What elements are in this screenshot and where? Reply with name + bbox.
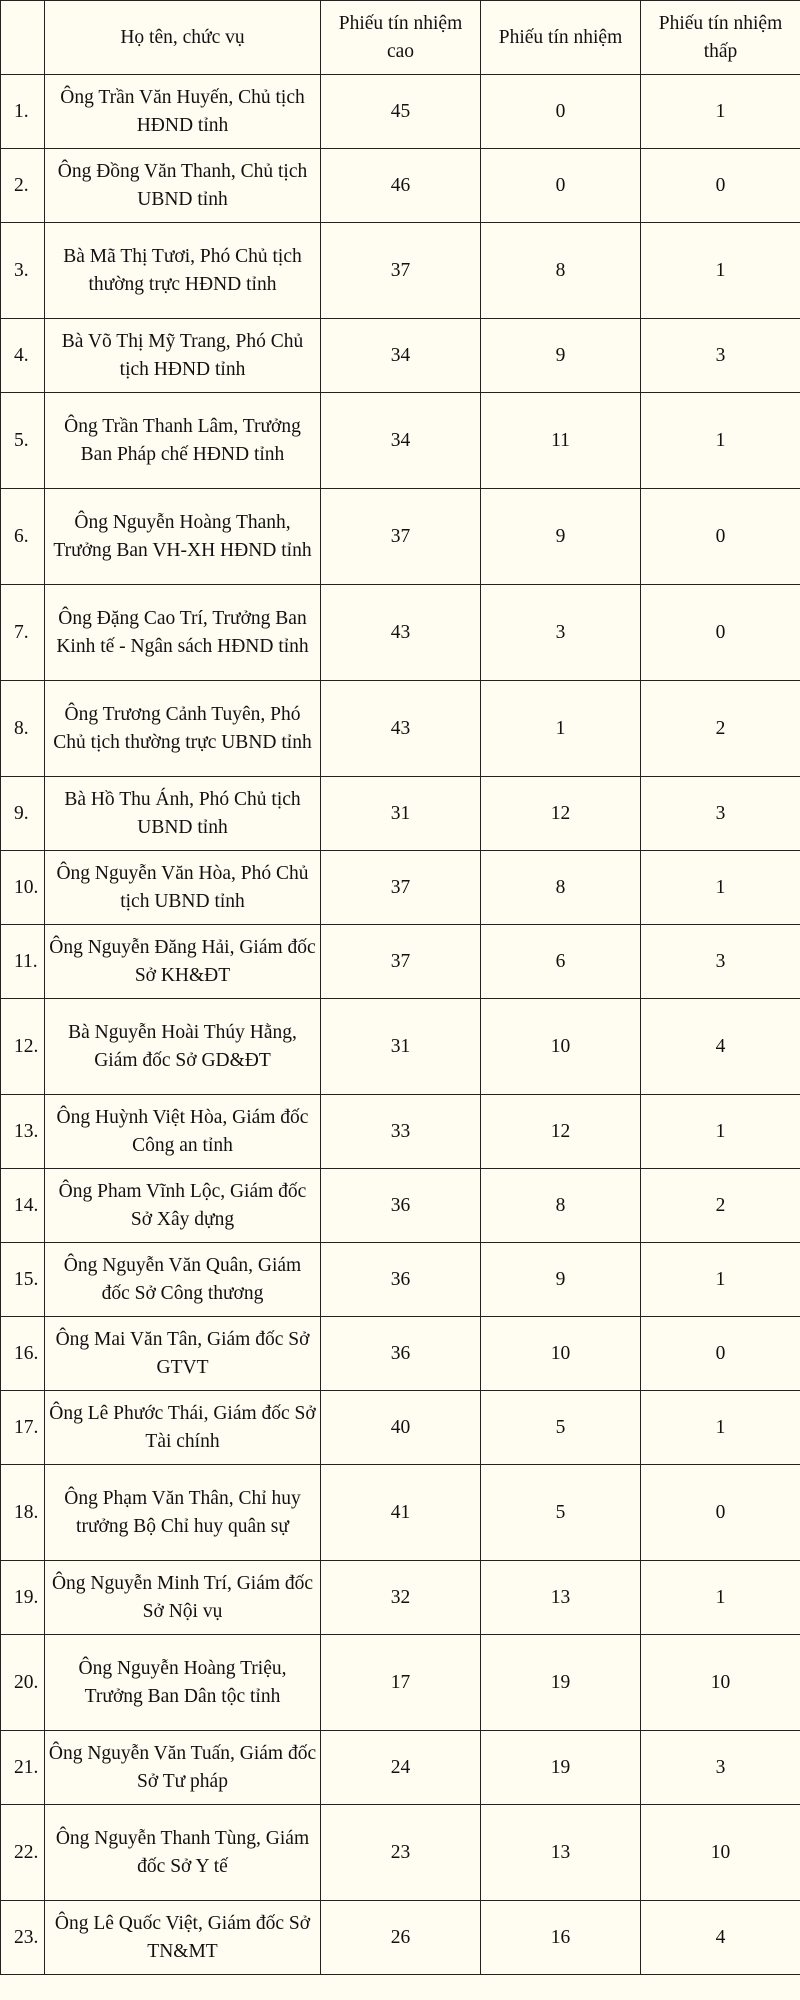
row-number: 13.	[1, 1095, 45, 1169]
confidence-votes: 1	[481, 681, 641, 777]
official-name: Ông Trần Văn Huyến, Chủ tịch HĐND tỉnh	[45, 75, 321, 149]
table-row	[1, 1169, 800, 1243]
low-confidence-votes: 0	[641, 149, 800, 223]
confidence-votes: 16	[481, 1901, 641, 1975]
confidence-votes: 9	[481, 319, 641, 393]
row-number: 15.	[1, 1243, 45, 1317]
low-confidence-votes: 3	[641, 319, 800, 393]
low-confidence-votes: 1	[641, 1095, 800, 1169]
official-name: Bà Nguyễn Hoài Thúy Hằng, Giám đốc Sở GD&ĐT	[45, 999, 321, 1095]
official-name: Ông Trương Cảnh Tuyên, Phó Chủ tịch thường trực UBND tỉnh	[45, 681, 321, 777]
high-confidence-votes: 17	[321, 1635, 481, 1731]
high-confidence-votes: 36	[321, 1317, 481, 1391]
row-number: 22.	[1, 1805, 45, 1901]
table-row	[1, 1391, 800, 1465]
high-confidence-votes: 37	[321, 851, 481, 925]
table-row	[1, 1095, 800, 1169]
official-name: Ông Nguyễn Văn Hòa, Phó Chủ tịch UBND tỉnh	[45, 851, 321, 925]
low-confidence-votes: 1	[641, 1391, 800, 1465]
table-row	[1, 75, 800, 149]
confidence-votes: 6	[481, 925, 641, 999]
row-number: 12.	[1, 999, 45, 1095]
official-name: Ông Lê Phước Thái, Giám đốc Sở Tài chính	[45, 1391, 321, 1465]
official-name: Bà Hồ Thu Ánh, Phó Chủ tịch UBND tỉnh	[45, 777, 321, 851]
table-row	[1, 1243, 800, 1317]
row-number: 23.	[1, 1901, 45, 1975]
confidence-votes: 3	[481, 585, 641, 681]
high-confidence-votes: 23	[321, 1805, 481, 1901]
header-low-confidence: Phiếu tín nhiệm thấp	[641, 1, 800, 75]
row-number: 20.	[1, 1635, 45, 1731]
row-number: 10.	[1, 851, 45, 925]
row-number: 6.	[1, 489, 45, 585]
low-confidence-votes: 3	[641, 1731, 800, 1805]
high-confidence-votes: 37	[321, 489, 481, 585]
official-name: Ông Lê Quốc Việt, Giám đốc Sở TN&MT	[45, 1901, 321, 1975]
official-name: Ông Trần Thanh Lâm, Trưởng Ban Pháp chế HĐND tỉnh	[45, 393, 321, 489]
table-row	[1, 1901, 800, 1975]
row-number: 3.	[1, 223, 45, 319]
confidence-votes: 5	[481, 1391, 641, 1465]
official-name: Ông Đặng Cao Trí, Trưởng Ban Kinh tế - Ngân sách HĐND tỉnh	[45, 585, 321, 681]
high-confidence-votes: 37	[321, 223, 481, 319]
high-confidence-votes: 24	[321, 1731, 481, 1805]
low-confidence-votes: 1	[641, 1243, 800, 1317]
confidence-votes: 11	[481, 393, 641, 489]
confidence-votes: 10	[481, 999, 641, 1095]
table-row	[1, 1465, 800, 1561]
confidence-votes: 8	[481, 851, 641, 925]
high-confidence-votes: 43	[321, 681, 481, 777]
high-confidence-votes: 26	[321, 1901, 481, 1975]
low-confidence-votes: 4	[641, 1901, 800, 1975]
low-confidence-votes: 10	[641, 1635, 800, 1731]
header-stt	[1, 1, 45, 75]
row-number: 1.	[1, 75, 45, 149]
official-name: Ông Nguyễn Hoàng Thanh, Trưởng Ban VH-XH HĐND tỉnh	[45, 489, 321, 585]
header-name: Họ tên, chức vụ	[45, 1, 321, 75]
table-row	[1, 1317, 800, 1391]
high-confidence-votes: 33	[321, 1095, 481, 1169]
confidence-votes: 12	[481, 1095, 641, 1169]
official-name: Ông Phạm Văn Thân, Chỉ huy trưởng Bộ Chỉ huy quân sự	[45, 1465, 321, 1561]
row-number: 8.	[1, 681, 45, 777]
low-confidence-votes: 10	[641, 1805, 800, 1901]
row-number: 2.	[1, 149, 45, 223]
high-confidence-votes: 40	[321, 1391, 481, 1465]
high-confidence-votes: 45	[321, 75, 481, 149]
confidence-votes: 9	[481, 1243, 641, 1317]
high-confidence-votes: 37	[321, 925, 481, 999]
table-row	[1, 851, 800, 925]
high-confidence-votes: 36	[321, 1243, 481, 1317]
row-number: 19.	[1, 1561, 45, 1635]
high-confidence-votes: 31	[321, 777, 481, 851]
high-confidence-votes: 32	[321, 1561, 481, 1635]
confidence-votes: 9	[481, 489, 641, 585]
confidence-votes: 12	[481, 777, 641, 851]
confidence-votes: 0	[481, 149, 641, 223]
high-confidence-votes: 41	[321, 1465, 481, 1561]
row-number: 21.	[1, 1731, 45, 1805]
table-row	[1, 489, 800, 585]
confidence-votes: 0	[481, 75, 641, 149]
official-name: Ông Mai Văn Tân, Giám đốc Sở GTVT	[45, 1317, 321, 1391]
row-number: 17.	[1, 1391, 45, 1465]
confidence-votes: 5	[481, 1465, 641, 1561]
confidence-votes: 13	[481, 1561, 641, 1635]
confidence-votes: 13	[481, 1805, 641, 1901]
high-confidence-votes: 31	[321, 999, 481, 1095]
low-confidence-votes: 3	[641, 925, 800, 999]
low-confidence-votes: 4	[641, 999, 800, 1095]
high-confidence-votes: 43	[321, 585, 481, 681]
low-confidence-votes: 0	[641, 489, 800, 585]
low-confidence-votes: 0	[641, 1317, 800, 1391]
row-number: 4.	[1, 319, 45, 393]
high-confidence-votes: 46	[321, 149, 481, 223]
confidence-votes: 8	[481, 1169, 641, 1243]
header-high-confidence: Phiếu tín nhiệm cao	[321, 1, 481, 75]
official-name: Bà Mã Thị Tươi, Phó Chủ tịch thường trực HĐND tỉnh	[45, 223, 321, 319]
high-confidence-votes: 34	[321, 319, 481, 393]
confidence-votes: 19	[481, 1731, 641, 1805]
official-name: Ông Nguyễn Thanh Tùng, Giám đốc Sở Y tế	[45, 1805, 321, 1901]
confidence-votes: 19	[481, 1635, 641, 1731]
official-name: Ông Huỳnh Việt Hòa, Giám đốc Công an tỉnh	[45, 1095, 321, 1169]
confidence-votes: 8	[481, 223, 641, 319]
header-confidence: Phiếu tín nhiệm	[481, 1, 641, 75]
table-header-row	[1, 1, 800, 75]
high-confidence-votes: 34	[321, 393, 481, 489]
table-row	[1, 1731, 800, 1805]
low-confidence-votes: 1	[641, 75, 800, 149]
row-number: 7.	[1, 585, 45, 681]
table-row	[1, 223, 800, 319]
low-confidence-votes: 1	[641, 851, 800, 925]
official-name: Ông Pham Vĩnh Lộc, Giám đốc Sở Xây dựng	[45, 1169, 321, 1243]
table-row	[1, 925, 800, 999]
official-name: Ông Nguyễn Minh Trí, Giám đốc Sở Nội vụ	[45, 1561, 321, 1635]
official-name: Ông Nguyễn Văn Quân, Giám đốc Sở Công thương	[45, 1243, 321, 1317]
low-confidence-votes: 2	[641, 1169, 800, 1243]
table-row	[1, 1635, 800, 1731]
low-confidence-votes: 2	[641, 681, 800, 777]
official-name: Bà Võ Thị Mỹ Trang, Phó Chủ tịch HĐND tỉnh	[45, 319, 321, 393]
table-row	[1, 393, 800, 489]
high-confidence-votes: 36	[321, 1169, 481, 1243]
low-confidence-votes: 1	[641, 223, 800, 319]
confidence-votes: 10	[481, 1317, 641, 1391]
row-number: 9.	[1, 777, 45, 851]
official-name: Ông Đồng Văn Thanh, Chủ tịch UBND tỉnh	[45, 149, 321, 223]
low-confidence-votes: 0	[641, 585, 800, 681]
low-confidence-votes: 0	[641, 1465, 800, 1561]
official-name: Ông Nguyễn Hoàng Triệu, Trưởng Ban Dân tộc tỉnh	[45, 1635, 321, 1731]
official-name: Ông Nguyễn Văn Tuấn, Giám đốc Sở Tư pháp	[45, 1731, 321, 1805]
low-confidence-votes: 3	[641, 777, 800, 851]
table-row	[1, 1561, 800, 1635]
row-number: 16.	[1, 1317, 45, 1391]
table-row	[1, 319, 800, 393]
table-row	[1, 1805, 800, 1901]
low-confidence-votes: 1	[641, 393, 800, 489]
table-row	[1, 585, 800, 681]
table-row	[1, 777, 800, 851]
row-number: 11.	[1, 925, 45, 999]
table-row	[1, 149, 800, 223]
row-number: 14.	[1, 1169, 45, 1243]
low-confidence-votes: 1	[641, 1561, 800, 1635]
row-number: 18.	[1, 1465, 45, 1561]
row-number: 5.	[1, 393, 45, 489]
official-name: Ông Nguyễn Đăng Hải, Giám đốc Sở KH&ĐT	[45, 925, 321, 999]
table-row	[1, 681, 800, 777]
table-row	[1, 999, 800, 1095]
table-body	[1, 75, 800, 1975]
